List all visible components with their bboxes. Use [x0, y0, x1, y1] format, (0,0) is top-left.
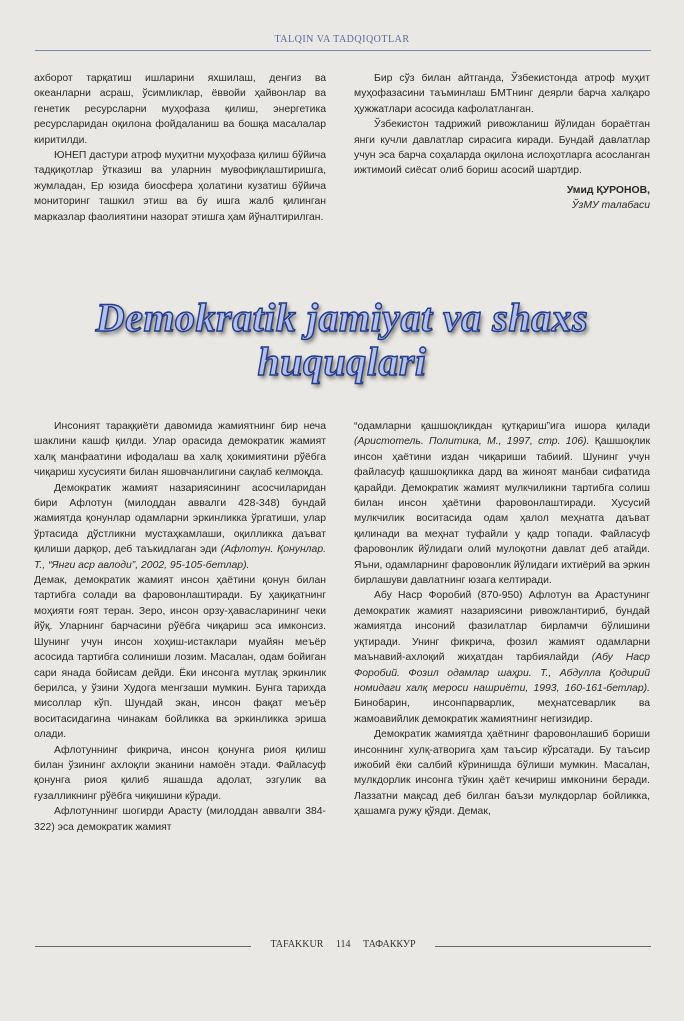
footer-journal-cyrillic: ТАФАККУР [363, 939, 416, 950]
paragraph [354, 727, 650, 819]
paragraph-text: Демократик жамият назариясининг асосчиларидан бири Афлотун (милоддан аввалги 428-348) бундай жамиятда қонунлар одамларни эркинликка ўргатиши, улар ўртасида дўстликни мустаҳкамлаши, оқилликка даъват қилиши дарқор, деб таъкидлаган эди [34, 482, 326, 556]
author-name: Умид ҚУРОНОВ, [566, 184, 650, 196]
paragraph-text: ЮНЕП дастури атроф муҳитни муҳофаза қилиш бўйича тадқиқотлар ўтказиш ва уларнин мувофиқлаштиришга, жумладан, Ер юзида биосфера ҳолатини кузатиш бўйича мониторинг ташкил этиш ва бу ишга жалб қилинган марказлар фаолиятини назорат этишга ҳам йўналтирилган. [34, 150, 326, 223]
paragraph [34, 481, 326, 573]
paragraph [354, 117, 650, 179]
paragraph-text: Абу Наср Форобий (870-950) Афлотун ва Арастунинг демократик жамият назариясини ривожлантириб, бундай жамиятда инсоний фазилатлар бирламчи бўлишини уқтиради. Унинг фикрича, фозил жамият одамларни маънавий-ахлоқий жиҳатдан тарбиялайди [354, 590, 650, 664]
paragraph [354, 588, 650, 727]
author-signature [354, 183, 650, 214]
paragraph-text: Бир сўз билан айтганда, Ўзбекистонда атроф муҳит муҳофазасини таъминлаш БМТнинг деярли барча халқаро ҳужжатлари асосида кафолатланган. [354, 73, 650, 115]
paragraph-text: Афлотуннинг шогирди Арасту (милоддан аввалги 384-322) эса демократик жамият [34, 806, 326, 833]
page-number: 114 [335, 939, 351, 950]
paragraph [34, 148, 326, 225]
paragraph [34, 743, 326, 805]
paragraph [354, 71, 650, 117]
paragraph [34, 804, 326, 835]
paragraph-text: “одамларни қашшоқликдан қутқариш”ига ишора қилади [354, 421, 650, 432]
running-head: TALQIN VA TADQIQOTLAR [274, 34, 410, 45]
paragraph [34, 71, 326, 148]
article-title-line-2: huquqlari [257, 339, 427, 384]
footer-rule-left [35, 946, 251, 947]
header-rule [35, 50, 651, 51]
paragraph-text: ахборот тарқатиш ишларини яхшилаш, денгиз ва океанларни асраш, ўсимликлар, ёввойи ҳайвонлар ва генетик ресурсларни муҳофаза қилиш, энергетика ресурсларидан оқилона фойдаланиш ва бошқа масалалар киритилди. [34, 73, 326, 146]
footer-journal-latin: TAFAKKUR [270, 939, 324, 950]
footer-text [251, 939, 435, 950]
author-role: ЎзМУ талабаси [571, 200, 650, 212]
paragraph [354, 419, 650, 588]
paragraph-text: Демократик жамиятда ҳаётнинг фаровонлашиб бориши инсоннинг хулқ-атворига ҳам таъсир кўрсатади. Бу таъсир ижобий ёки салбий кўринишда бўлиши мумкин. Масалан, мулкдорлик инсонга тўкин ҳаёт кечириш имконини беради. Лаззатни мақсад деб билган баъзи мулкдорлар бойликка, ҳашамга ружу қўяди. Демак, [354, 729, 650, 818]
paragraph [34, 419, 326, 481]
citation: (Афлотун. Қонунлар. Т., “Янги аср авлоди”, 2002, 95-105-бетлар). [34, 544, 326, 571]
article-title-line-1: Demokratik jamiyat va shaxs [95, 295, 589, 340]
paragraph-text: Демак, демократик жамият инсон ҳаётини қонун билан тартибга солади ва фаровонлаштиради. Бу ҳақиқатнинг моҳияти ғоят теран. Зеро, инсон орзу-ҳавасларининг чеки йўқ. Уларнинг барчасини рўёбга чиқариш эса имконсиз. Шунинг учун инсон хоҳиш-истаклари муайян меъёр асосида тартибга солиниши лозим. Масалан, одам бойиган сари янада бойисам дейди. Ёки инсонга мутлақ эркинлик берилса, у ўзини Худога менгзаши мумкин. Бунга тарихда мисоллар кўп. Шундай экан, инсон фақат меъёр воситасидагина чинакам бойликка ва эркинликка эришa олади. [34, 575, 326, 741]
body-left-column [34, 419, 326, 835]
paragraph-text: Ўзбекистон тадрижий ривожланиш йўлидан бораётган янги кучли давлатлар сирасига киради. Бундай давлатлар учун эса барча соҳаларда оқилона ислоҳотларга асосланган ижтимоий сиёсат олиб бориш асосий шартдир. [354, 119, 650, 177]
article-title [0, 296, 684, 384]
top-right-paragraphs [354, 71, 650, 179]
paragraph-text: Афлотуннинг фикрича, инсон қонунга риоя қилиш билан ўзининг ахлоқли эканини намоён этади. Файласуф қонунга риоя қилиб яшашда адолат, эзгулик ва ғузалликнинг рўёбга чиқишини кўради. [34, 744, 326, 802]
top-right-column [354, 71, 650, 214]
paragraph-text-continued: Бинобарин, инсонпарварлик, меҳнатсеварлик ва жамоавийлик демократик жамиятнинг негизидир. [354, 698, 650, 725]
page-footer [35, 939, 651, 953]
footer-rule-right [435, 946, 651, 947]
paragraph [34, 573, 326, 742]
citation: (Абу Наср Форобий. Фозил одамлар шаҳри. Т., Абдулла Қодирий номидаги халқ мероси нашриёти, 1993, 160-161-бетлар). [354, 652, 651, 694]
body-right-column [354, 419, 650, 820]
citation: (Аристотель. Политика, М., 1997, стр. 106). [354, 436, 590, 448]
paragraph-text: Инсоният тараққиёти давомида жамиятнинг бир неча шаклини кашф қилди. Улар орасида демократик жамият халқ манфаатини ифодалаш ва халқ ҳокимиятини рўёбга чиқариш хусусияти билан яшовчанлигини сақлаб келмоқда. [34, 421, 326, 479]
top-left-column [34, 71, 326, 225]
paragraph-text-continued: Қашшоқлик инсон ҳаётини издан чиқариши табиий. Шунинг учун файласуф қашшоқликка дард ва жиноят манбаи сифатида қарайди. Демократик жамият мулкчиликни тартибга солиш билан инсон ҳаётини фаровонлаштиради. Хусусий мулкчилик воситасида одам ҳалол меҳнатга даъват қилинади ва меҳнат туфайли у қадр топади. Файласуф фаровонлик йўлидаги олий мулоқотни давлат деб атайди. Яъни, одамларнинг фаровонлик йўлидаги ихтиёрий ва эркин бирлашуви давлатнинг юзага келтиради. [354, 436, 650, 587]
